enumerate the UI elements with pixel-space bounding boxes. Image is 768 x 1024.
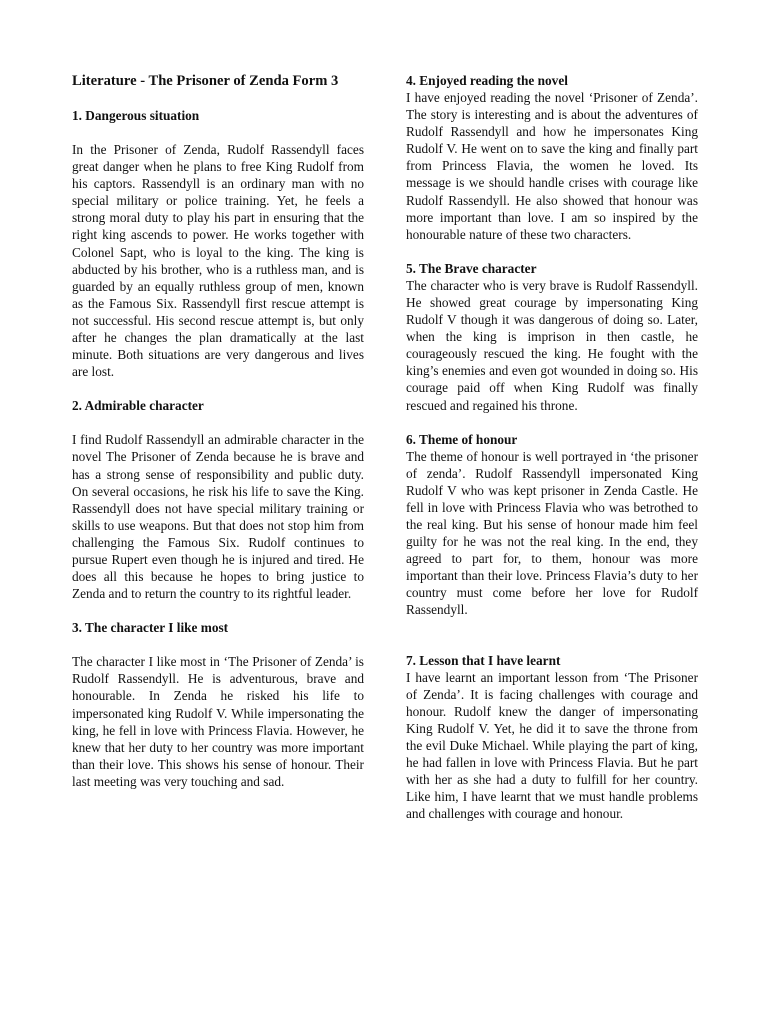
section-lesson-learnt [406, 652, 698, 823]
section-admirable-character [72, 397, 364, 602]
document-title: Literature - The Prisoner of Zenda Form 3 [72, 73, 339, 89]
section-body: The theme of honour is well portrayed in ‘the prisoner of zenda’. Rudolf Rassendyll impersonated King Rudolf V who was kept prisoner in Zenda Castle. He fell in love with Princess Flavia who was betrothed to the real king. But his sense of honour made him feel guilty for he was not the real king. In the end, they agreed to part for, to them, honour was more important than their love. Princess Flavia’s duty to her country must come before her love for Rudolf Rassendyll. [406, 448, 698, 618]
section-enjoyed-reading [406, 72, 698, 243]
section-body: In the Prisoner of Zenda, Rudolf Rassendyll faces great danger when he plans to free King Rudolf from his captors. Rassendyll is an ordinary man with no special military or police training. Yet, he feels a strong moral duty to play his part in ensuring that the right king ascends to power. He works together with Colonel Sapt, who is loyal to the king. The king is abducted by his brother, who is a ruthless man, and is guarded by an equally ruthless group of men, known as the Famous Six. Rassendyll first rescue attempt is not successful. His second rescue attempt is, but only after he changes the plan dramatically at the last minute. Both situations are very dangerous and lives are lost. [72, 142, 364, 380]
section-theme-of-honour [406, 431, 698, 619]
section-body: I have enjoyed reading the novel ‘Prisoner of Zenda’. The story is interesting and is about the adventures of Rudolf Rassendyll and how he impersonates King Rudolf V. He went on to save the king and finally part from Princess Flavia, the women he loved. Its message is we should handle crises with courage like Rudolf Rassendyll. He also showed that honour was more important than love. I am so inspired by the honourable nature of these two characters. [406, 90, 698, 242]
section-heading: 6. Theme of honour [406, 431, 518, 447]
section-heading: 3. The character I like most [72, 620, 229, 636]
section-heading: 7. Lesson that I have learnt [406, 652, 561, 668]
section-brave-character [406, 260, 698, 414]
section-character-i-like-most [72, 619, 364, 790]
section-dangerous-situation [72, 107, 364, 380]
left-column [72, 70, 364, 790]
section-heading: 5. The Brave character [406, 260, 537, 276]
right-column [406, 70, 698, 822]
section-body: I have learnt an important lesson from ‘The Prisoner of Zenda’. It is facing challenges with courage and honour. Rudolf knew the danger of impersonating King Rudolf V. Yet, he did it to save the throne from the evil Duke Michael. While playing the part of king, he had fallen in love with Princess Flavia. But he part with her as she had a duty to fulfill for her country. Like him, I have learnt that we must handle problems and challenges with courage and honour. [406, 669, 698, 822]
section-body: The character I like most in ‘The Prisoner of Zenda’ is Rudolf Rassendyll. He is adventurous, brave and honourable. In Zenda he risked his life to impersonated king Rudolf V. While impersonating the king, he fell in love with Princess Flavia. However, he knew that her duty to her country was more important than their love. This shows his sense of honour. Their last meeting was very touching and sad. [72, 654, 364, 789]
section-body: The character who is very brave is Rudolf Rassendyll. He showed great courage by impersonating King Rudolf V though it was dangerous of doing so. Later, when the king is imprison in then castle, he courageously rescued the king. He fought with the king’s enemies and even got wounded in doing so. His courage paid off when King Rudolf was finally rescued and regained his throne. [406, 277, 698, 413]
section-heading: 2. Admirable character [72, 398, 204, 414]
section-heading: 1. Dangerous situation [72, 108, 200, 123]
section-body: I find Rudolf Rassendyll an admirable character in the novel The Prisoner of Zenda because he is brave and has a strong sense of responsibility and public duty. On several occasions, he risk his life to save the King. Rassendyll does not have special military training or skills to use weapons. But that does not stop him from challenging the Famous Six. Rudolf continues to pursue Rupert even though he is injured and tired. He does all this because he hopes to bring justice to Zenda and to return the country to its rightful leader. [72, 432, 364, 602]
section-heading: 4. Enjoyed reading the novel [406, 73, 568, 88]
